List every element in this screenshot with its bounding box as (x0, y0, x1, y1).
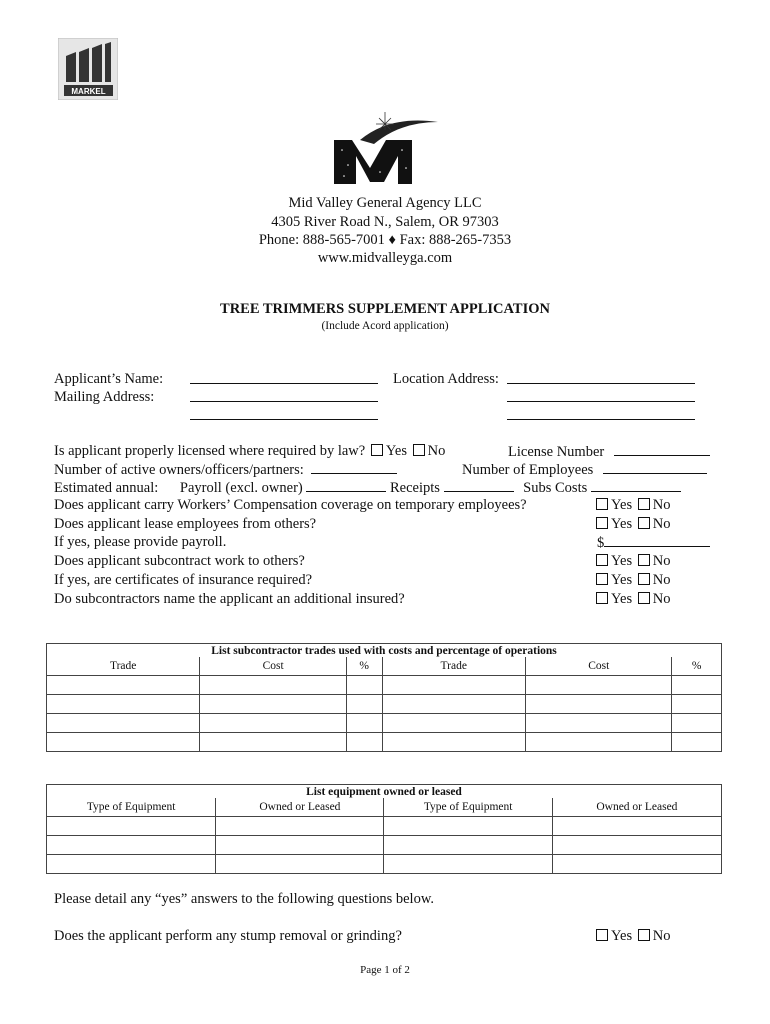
col-percent: % (672, 657, 722, 676)
yes-no-group (594, 572, 670, 589)
yes-checkbox[interactable] (596, 592, 608, 604)
table-cell[interactable] (382, 714, 526, 733)
lease-payroll-field[interactable] (604, 534, 710, 547)
yes-label: Yes (611, 591, 633, 607)
yes-checkbox[interactable] (596, 573, 608, 585)
mid-valley-logo (330, 110, 440, 190)
licensed-question-row (54, 443, 445, 460)
col-owned-leased: Owned or Leased (216, 798, 384, 817)
yes-no-group (594, 928, 670, 945)
table-row (47, 855, 722, 874)
table-cell[interactable] (526, 676, 672, 695)
yes-checkbox[interactable] (596, 554, 608, 566)
table-cell[interactable] (552, 855, 721, 874)
agency-phone: Phone: 888-565-7001 ♦ Fax: 888-265-7353 (258, 232, 512, 248)
subs-costs-label: Subs Costs (523, 480, 588, 496)
table-cell[interactable] (200, 676, 346, 695)
table-cell[interactable] (47, 733, 200, 752)
yes-label: Yes (611, 497, 633, 513)
employees-label: Number of Employees (462, 462, 594, 478)
workers-comp-question: Does applicant carry Workers’ Compensation coverage on temporary employees? (54, 497, 527, 513)
table-cell[interactable] (216, 855, 384, 874)
mailing-address-field-1[interactable] (190, 389, 378, 402)
table-cell[interactable] (216, 836, 384, 855)
table-cell[interactable] (346, 733, 382, 752)
applicant-name-label: Applicant’s Name: (54, 371, 164, 387)
agency-website: www.midvalleyga.com (317, 250, 453, 266)
no-checkbox[interactable] (638, 592, 650, 604)
yes-label: Yes (611, 553, 633, 569)
table-cell[interactable] (672, 695, 722, 714)
licensed-yes-checkbox[interactable] (371, 444, 383, 456)
table-cell[interactable] (552, 817, 721, 836)
markel-logo (58, 38, 118, 100)
yes-no-group (594, 497, 670, 514)
table-cell[interactable] (384, 836, 552, 855)
table-cell[interactable] (526, 733, 672, 752)
table-row (47, 836, 722, 855)
equipment-table (46, 784, 722, 874)
mailing-address-label: Mailing Address: (54, 389, 155, 405)
no-label: No (652, 928, 671, 944)
table-row (47, 676, 722, 695)
yes-label: Yes (385, 443, 407, 459)
agency-name: Mid Valley General Agency LLC (288, 195, 482, 211)
detail-instruction: Please detail any “yes” answers to the following questions below. (54, 891, 434, 907)
table-cell[interactable] (552, 836, 721, 855)
form-subtitle: (Include Acord application) (321, 320, 449, 332)
table-cell[interactable] (382, 733, 526, 752)
yes-label: Yes (611, 516, 633, 532)
lease-payroll-question: If yes, please provide payroll. (54, 534, 227, 550)
dollar-sign: $ (597, 535, 605, 551)
no-label: No (652, 497, 671, 513)
yes-checkbox[interactable] (596, 517, 608, 529)
table-cell[interactable] (526, 714, 672, 733)
licensed-no-checkbox[interactable] (413, 444, 425, 456)
col-cost: Cost (526, 657, 672, 676)
col-trade: Trade (382, 657, 526, 676)
location-address-field-1[interactable] (507, 371, 695, 384)
no-checkbox[interactable] (638, 517, 650, 529)
form-title: TREE TRIMMERS SUPPLEMENT APPLICATION (220, 301, 550, 317)
payroll-field[interactable] (306, 479, 386, 492)
receipts-label: Receipts (389, 480, 440, 496)
table-cell[interactable] (382, 676, 526, 695)
additional-insured-question: Do subcontractors name the applicant an additional insured? (54, 591, 405, 607)
table-cell[interactable] (200, 714, 346, 733)
receipts-field[interactable] (444, 479, 514, 492)
estimated-label: Estimated annual: (54, 480, 159, 496)
yes-label: Yes (611, 572, 633, 588)
applicant-name-field[interactable] (190, 371, 378, 384)
table-cell[interactable] (382, 695, 526, 714)
employees-row (462, 461, 707, 479)
no-label: No (652, 591, 671, 607)
lease-payroll-amount (597, 534, 710, 552)
licensed-question: Is applicant properly licensed where required by law? (54, 443, 366, 459)
owners-field[interactable] (311, 461, 397, 474)
yes-no-group (594, 591, 670, 608)
table-cell[interactable] (47, 817, 216, 836)
location-address-field-2[interactable] (507, 389, 695, 402)
table-row (47, 695, 722, 714)
table-cell[interactable] (526, 695, 672, 714)
agency-address: 4305 River Road N., Salem, OR 97303 (271, 214, 499, 230)
employees-field[interactable] (603, 461, 707, 474)
table-cell[interactable] (200, 695, 346, 714)
no-label: No (652, 516, 671, 532)
certificates-question: If yes, are certificates of insurance required? (54, 572, 313, 588)
subs-costs-field[interactable] (591, 479, 681, 492)
yes-label: Yes (611, 928, 633, 944)
table-row (47, 714, 722, 733)
col-equipment-type: Type of Equipment (47, 798, 216, 817)
no-label: No (427, 443, 446, 459)
table-cell[interactable] (346, 714, 382, 733)
col-percent: % (346, 657, 382, 676)
yes-no-group (594, 553, 670, 570)
table-cell[interactable] (672, 676, 722, 695)
no-checkbox[interactable] (638, 554, 650, 566)
license-number-field[interactable] (614, 443, 710, 456)
table-cell[interactable] (47, 855, 216, 874)
lease-question: Does applicant lease employees from others? (54, 516, 317, 532)
table-row (47, 817, 722, 836)
stump-question: Does the applicant perform any stump removal or grinding? (54, 928, 402, 944)
table-cell[interactable] (47, 714, 200, 733)
svg-text:MARKEL: MARKEL (71, 87, 106, 96)
table-cell[interactable] (672, 714, 722, 733)
subcontract-question: Does applicant subcontract work to others? (54, 553, 305, 569)
owners-row (54, 461, 397, 479)
table-cell[interactable] (346, 676, 382, 695)
subcontractor-table-heading: List subcontractor trades used with costs and percentage of operations (47, 644, 722, 658)
subcontractor-table (46, 643, 722, 752)
table-cell[interactable] (200, 733, 346, 752)
mailing-address-field-2[interactable] (190, 407, 378, 420)
table-row (47, 733, 722, 752)
table-cell[interactable] (384, 817, 552, 836)
col-equipment-type: Type of Equipment (384, 798, 552, 817)
table-cell[interactable] (216, 817, 384, 836)
no-checkbox[interactable] (638, 498, 650, 510)
table-cell[interactable] (384, 855, 552, 874)
no-checkbox[interactable] (638, 929, 650, 941)
page-number: Page 1 of 2 (360, 964, 410, 976)
equipment-table-heading: List equipment owned or leased (47, 785, 722, 799)
no-label: No (652, 553, 671, 569)
yes-checkbox[interactable] (596, 498, 608, 510)
yes-no-group (594, 516, 670, 533)
col-owned-leased: Owned or Leased (552, 798, 721, 817)
yes-checkbox[interactable] (596, 929, 608, 941)
license-number-label: License Number (508, 444, 605, 460)
no-label: No (652, 572, 671, 588)
col-trade: Trade (47, 657, 200, 676)
table-cell[interactable] (346, 695, 382, 714)
license-number-row (508, 443, 710, 461)
col-cost: Cost (200, 657, 346, 676)
owners-label: Number of active owners/officers/partners: (54, 462, 304, 478)
no-checkbox[interactable] (638, 573, 650, 585)
location-address-field-3[interactable] (507, 407, 695, 420)
table-cell[interactable] (47, 695, 200, 714)
table-cell[interactable] (672, 733, 722, 752)
estimated-row (54, 479, 681, 497)
payroll-label: Payroll (excl. owner) (179, 480, 303, 496)
table-cell[interactable] (47, 676, 200, 695)
table-cell[interactable] (47, 836, 216, 855)
location-address-label: Location Address: (393, 371, 499, 387)
